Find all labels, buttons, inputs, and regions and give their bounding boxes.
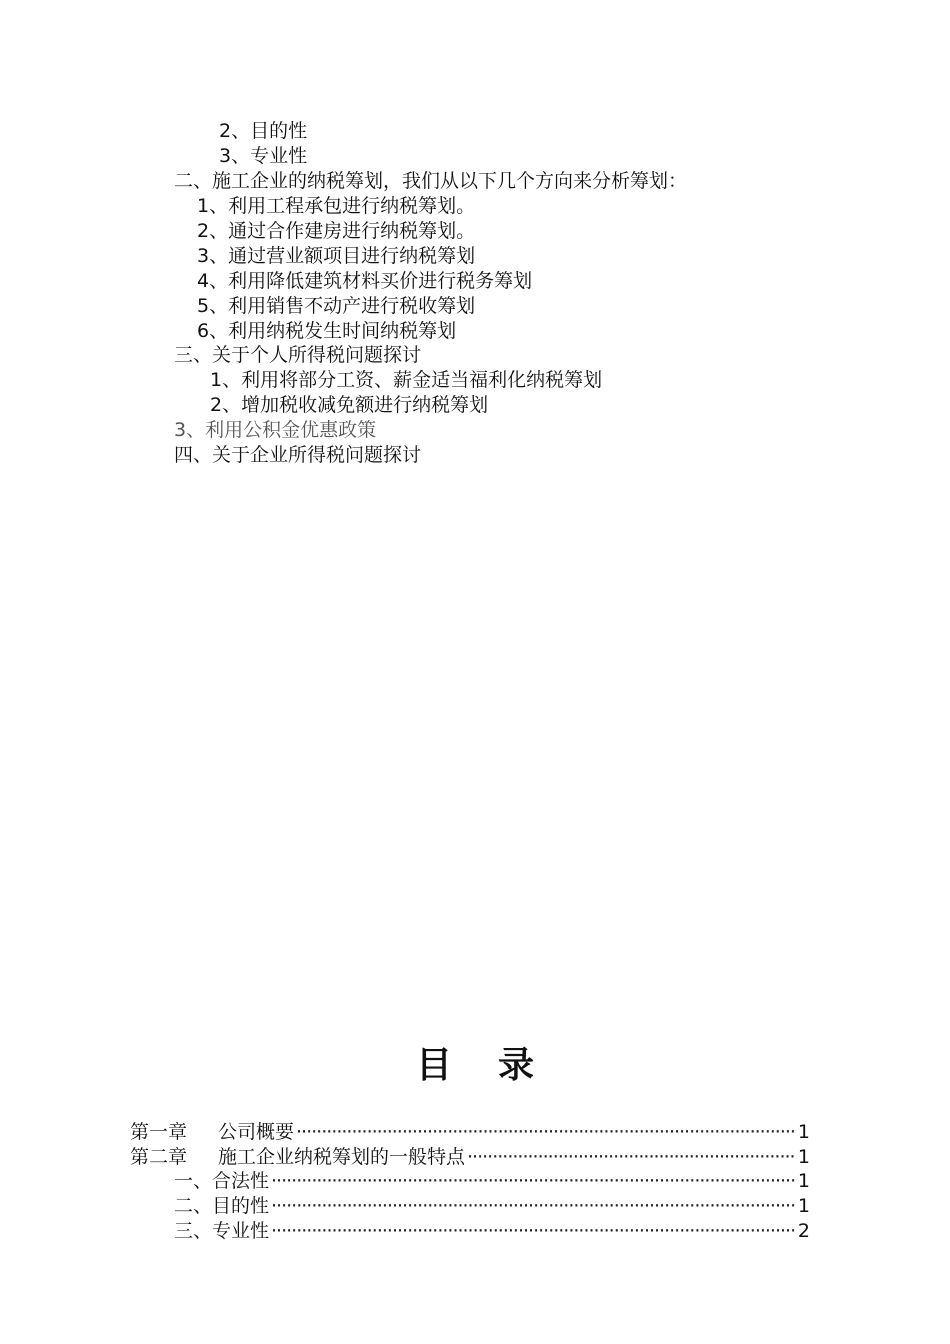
outline-item-real-estate-sale: 5、利用销售不动产进行税收筹划 <box>197 295 476 317</box>
toc-page-number: 1 <box>797 1121 810 1143</box>
toc-entry-label <box>130 1120 294 1144</box>
toc-page-number: 1 <box>797 1146 810 1168</box>
outline-item-tax-reduction: 2、增加税收减免额进行纳税筹划 <box>210 394 489 416</box>
outline-item-provident-fund: 3、利用公积金优惠政策 <box>174 419 377 441</box>
toc-chapter-title: 公司概要 <box>218 1121 295 1143</box>
toc-entry-purpose[interactable] <box>174 1194 810 1218</box>
toc-entry-chapter-2[interactable] <box>130 1145 810 1169</box>
toc-entry-label <box>130 1145 465 1169</box>
toc-chapter-number: 第一章 <box>130 1121 188 1143</box>
toc-entry-title: 二、目的性 <box>174 1195 270 1217</box>
outline-item-3-professional: 3、专业性 <box>219 145 308 167</box>
toc-entry-professional[interactable] <box>174 1219 810 1243</box>
toc-leader-dots <box>271 1219 796 1243</box>
outline-item-material-price: 4、利用降低建筑材料买价进行税务筹划 <box>197 270 533 292</box>
outline-item-salary-welfare: 1、利用将部分工资、薪金适当福利化纳税筹划 <box>210 369 603 391</box>
outline-heading-corporate-income-tax: 四、关于企业所得税问题探讨 <box>174 444 422 466</box>
toc-entry-title: 一、合法性 <box>174 1170 270 1192</box>
toc-page-number: 1 <box>797 1170 810 1192</box>
toc-page-number: 2 <box>797 1220 810 1242</box>
toc-entry-chapter-1[interactable] <box>130 1120 810 1144</box>
toc-leader-dots <box>271 1194 796 1218</box>
outline-heading-personal-income-tax: 三、关于个人所得税问题探讨 <box>174 344 422 366</box>
toc-leader-dots <box>296 1120 796 1144</box>
toc-entry-legality[interactable] <box>174 1169 810 1193</box>
outline-item-turnover-items: 3、通过营业额项目进行纳税筹划 <box>197 245 476 267</box>
outline-item-cooperative-housing: 2、通过合作建房进行纳税筹划。 <box>197 220 476 242</box>
toc-page-number: 1 <box>797 1195 810 1217</box>
outline-item-2-purpose: 2、目的性 <box>219 120 308 142</box>
toc-chapter-number: 第二章 <box>130 1146 188 1168</box>
outline-item-tax-timing: 6、利用纳税发生时间纳税筹划 <box>197 320 457 342</box>
toc-leader-dots <box>271 1169 796 1193</box>
toc-chapter-title: 施工企业纳税筹划的一般特点 <box>218 1146 466 1168</box>
toc-entry-title: 三、专业性 <box>174 1220 270 1242</box>
toc-leader-dots <box>467 1145 796 1169</box>
outline-heading-construction-tax-planning: 二、施工企业的纳税筹划，我们从以下几个方向来分析筹划： <box>174 170 688 192</box>
toc-title: 目录 <box>415 1045 580 1086</box>
outline-item-project-contracting: 1、利用工程承包进行纳税筹划。 <box>197 195 476 217</box>
